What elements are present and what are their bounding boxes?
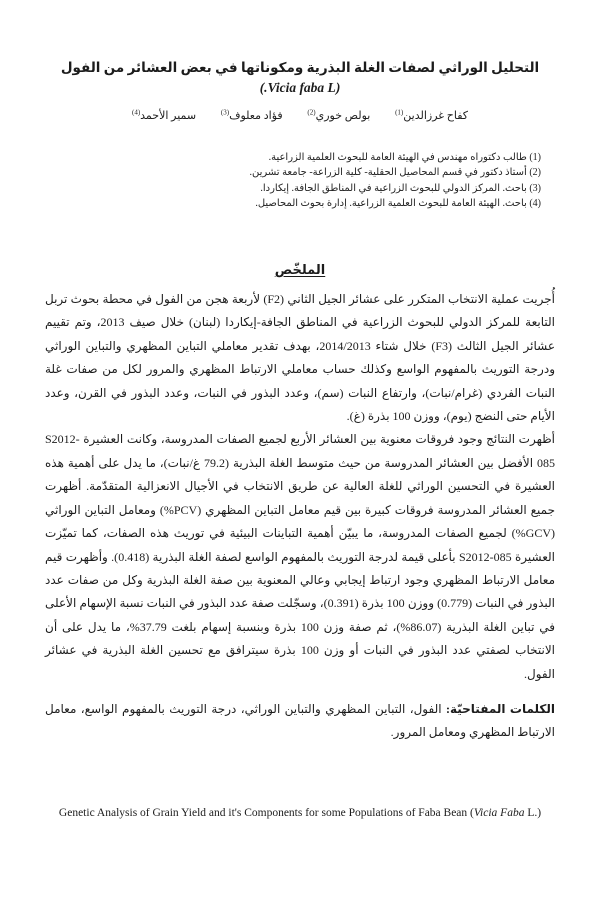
paper-title-latin-binomial: (Vicia faba L.) [259, 80, 341, 95]
english-title-binomial: Vicia Faba [473, 806, 525, 819]
english-title [45, 803, 555, 824]
keywords-text: الفول، التباين المظهري والتباين الوراثي، درجة التوريث بالمفهوم الواسع، معامل الارتباط المظهري ومعامل المرور. [45, 701, 555, 740]
author-3-name: فؤاد معلوف [229, 109, 283, 122]
author-2-name: بولص خوري [315, 109, 371, 122]
affiliation-note-3: (3) باحث. المركز الدولي للبحوث الزراعية في المناطق الجافة. إيكاردا. [260, 182, 541, 194]
author-4 [132, 110, 196, 122]
abstract-paragraph-2: أظهرت النتائج وجود فروقات معنوية بين العشائر الأربع لجميع الصفات المدروسة، وكانت العشيرة S2012-085 الأفضل بين العشائر المدروسة من حيث متوسط الغلة البذرية (79.2 غ/نبات)، ما يدل على أهمية هذه العشيرة في التحسين الوراثي للغلة العالية عن طريق الانتخاب في الأجيال الانعزالية المتقدّمة. أظهرت جميع العشائر المدروسة فروقات كبيرة بين قيم معامل التباين المظهري (PCV%) ومعامل التباين الوراثي (GCV%) لجميع الصفات المدروسة، ما يبيّن أهمية التباينات البيئية في توريث هذه الصفات، كما تميّزت العشيرة S2012-085 بأعلى قيمة لدرجة التوريث بالمفهوم الواسع لصفة الغلة البذرية (0.418). وأظهرت قيم معامل الارتباط المظهري وجود ارتباط إيجابي وعالي المعنوية بين صفة الغلة البذرية وكل من صفات عدد البذور في النبات (0.779) ووزن 100 بذرة (0.391)، وسجّلت صفة عدد البذور في النبات نسبة الإسهام الأعلى في تباين الغلة البذرية (86.07%)، ثم صفة وزن 100 بذرة وبنسبة إسهام بلغت 37.79%، ما يدل على أن الانتخاب لصفتي عدد البذور في النبات أو وزن 100 بذرة سيترافق مع تحسين الغلة البذرية في عشائر الفول. [45, 432, 556, 681]
author-4-superscript: (4) [131, 108, 141, 116]
affiliation-note-4: (4) باحث. الهيئة العامة للبحوث العلمية الزراعية. إدارة بحوث المحاصيل. [255, 198, 541, 210]
author-1-superscript: (1) [395, 108, 404, 116]
abstract-paragraph-1: أُجريت عملية الانتخاب المتكرر على عشائر الجيل الثاني (F2) لأربعة هجن من الفول في محطة بحوث تربل التابعة للمركز الدولي للبحوث الزراعية في المناطق الجافة-إيكاردا (لبنان) خلال صيف 2013، وتم تقييم عشائر الجيل الثالث (F3) خلال شتاء 2014/2013، بهدف تقدير معاملي التباين المظهري والتباين الوراثي ودرجة التوريث بالمفهوم الواسع وكذلك حساب معاملي الارتباط المظهري والمرور لكل من صفات غلة النبات الفردي (غرام/نبات)، وارتفاع النبات (سم)، وعدد البذور في النبات، وعدد البذور في القرن، وعدد الأيام حتى النضج (يوم)، ووزن 100 بذرة (غ). [45, 292, 556, 424]
author-2 [307, 110, 370, 122]
author-3-superscript: (3) [220, 108, 230, 116]
paper-title-arabic: التحليل الوراثي لصفات الغلة البذرية ومكوناتها في بعض العشائر من الفول [60, 60, 540, 75]
affiliation-note-2: (2) أستاذ دكتور في قسم المحاصيل الحقلية- كلية الزراعة- جامعة تشرين. [249, 167, 541, 179]
keywords-line [45, 698, 555, 745]
english-title-suffix: L.) [524, 806, 542, 819]
affiliation-note-1: (1) طالب دكتوراه مهندس في الهيئة العامة للبحوث العلمية الزراعية. [268, 151, 541, 163]
author-1-name: كفاح غرزالدين [403, 109, 469, 122]
english-title-prefix: Genetic Analysis of Grain Yield and it's Components for some Populations of Faba Bean ( [58, 806, 474, 819]
keywords-label: الكلمات المفتاحيّة: [445, 701, 555, 716]
abstract-heading: الملخّص [274, 262, 326, 278]
author-1 [395, 110, 468, 122]
paper-title [45, 58, 555, 98]
author-2-superscript: (2) [307, 108, 316, 116]
author-affiliations [45, 150, 555, 212]
author-4-name: سمير الأحمد [140, 109, 197, 122]
author-list [45, 104, 555, 124]
author-3 [221, 110, 283, 122]
